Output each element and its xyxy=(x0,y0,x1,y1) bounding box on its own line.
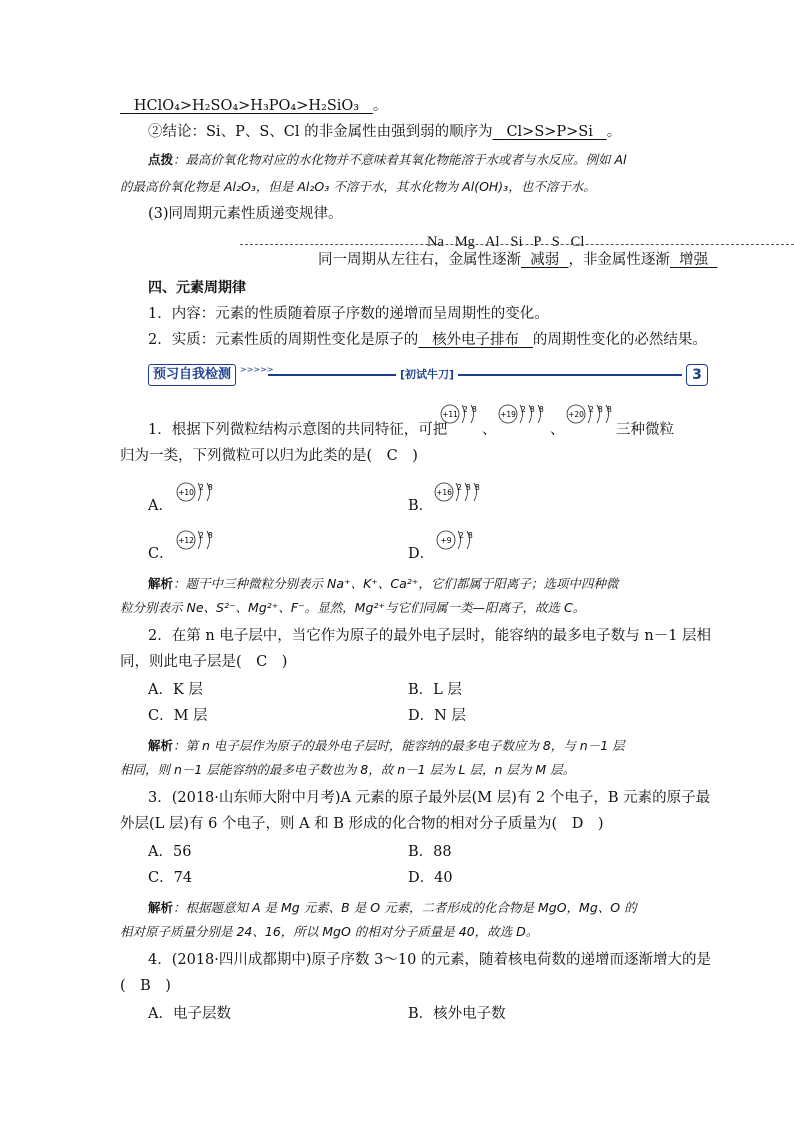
q4-stem-a: 4．(2018·四川成都期中)原子序数 3～10 的元素，随着核电荷数的递增而逐渐增大的是 xyxy=(148,952,711,968)
shell-electron-count: 8 xyxy=(530,405,535,414)
banner-title: 预习自我检测 xyxy=(148,364,236,386)
banner-number: 3 xyxy=(686,364,708,386)
q1-stem-c: 归为一类，下列微粒可以归为此类的是( C ) xyxy=(120,448,418,464)
conclusion-line: ②结论：Si、P、S、Cl 的非金属性由强到弱的顺序为 Cl>S>P>Si 。 xyxy=(148,124,622,140)
q1-stem-b: 三种微粒 xyxy=(616,422,674,438)
section-4-heading: 四、元素周期律 xyxy=(148,280,246,296)
atom-diagram-2 xyxy=(498,402,550,426)
nucleus-charge: +19 xyxy=(500,410,516,419)
q3-stem-b: 外层(L 层)有 6 个电子，则 A 和 B 形成的化合物的相对分子质量为( D ) xyxy=(120,816,604,832)
q1-option-d[interactable]: D． xyxy=(408,546,435,562)
q2-stem-b: 同，则此电子层是( C ) xyxy=(120,654,288,670)
q3-explanation-2: 相对原子质量分别是 24、16，所以 MgO 的相对分子质量是 40，故选 D。 xyxy=(120,924,539,939)
q1-stem-a: 1．根据下列微粒结构示意图的共同特征，可把 xyxy=(148,422,448,438)
nucleus-charge: +12 xyxy=(178,536,194,545)
q1-sep-1: 、 xyxy=(482,422,497,438)
shell-electron-count: 2 xyxy=(199,531,204,540)
shell-electron-count: 2 xyxy=(199,483,204,492)
shell-electron-count: 8 xyxy=(208,483,213,492)
nucleus-charge: +16 xyxy=(436,488,452,497)
atom-diagram-option-a xyxy=(176,480,220,504)
shell-electron-count: 8 xyxy=(598,405,603,414)
trend-answer-1: 减弱 xyxy=(530,252,560,268)
q2-explanation-1: 解析：第 n 电子层作为原子的最外电子层时，能容纳的最多电子数应为 8，与 n－1 层 xyxy=(148,738,625,753)
shell-electron-count: 2 xyxy=(459,531,464,540)
section-3-heading: (3)同周期元素性质递变规律。 xyxy=(148,206,343,222)
nucleus-charge: +9 xyxy=(440,536,452,545)
q2-option-c[interactable]: C．M 层 xyxy=(148,708,208,724)
q4-stem-b: ( B ) xyxy=(120,978,171,994)
atom-diagram-3 xyxy=(566,402,618,426)
q1-sep-2: 、 xyxy=(550,422,565,438)
shell-electron-count: 8 xyxy=(466,483,471,492)
nucleus-charge: +10 xyxy=(178,488,194,497)
acid-order-answer: HClO₄>H₂SO₄>H₃PO₄>H₂SiO₃ xyxy=(133,98,360,114)
q3-option-d[interactable]: D．40 xyxy=(408,870,453,886)
q4-option-b[interactable]: B．核外电子数 xyxy=(408,1006,506,1022)
atom-diagram-option-c xyxy=(176,528,220,552)
q2-explanation-2: 相同，则 n－1 层能容纳的最多电子数也为 8，故 n－1 层为 L 层，n 层为 M 层。 xyxy=(120,762,576,777)
shell-electron-count: 8 xyxy=(475,483,480,492)
q3-stem-a: 3．(2018·山东师大附中月考)A 元素的原子最外层(M 层)有 2 个电子，B 元素的原子最 xyxy=(148,790,711,806)
shell-electron-count: 2 xyxy=(457,483,462,492)
law-essence: 2．实质：元素性质的周期性变化是原子的 核外电子排布 的周期性变化的必然结果。 xyxy=(148,332,707,348)
law-content: 1．内容：元素的性质随着原子序数的递增而呈周期性的变化。 xyxy=(148,306,549,322)
banner-arrows: >>>>> xyxy=(240,365,274,374)
banner-center-label: [初试牛刀] xyxy=(396,366,458,382)
law-essence-answer: 核外电子排布 xyxy=(432,332,520,348)
acid-order-line: HClO₄>H₂SO₄>H₃PO₄>H₂SiO₃ 。 xyxy=(120,96,387,116)
banner-rule xyxy=(268,374,682,376)
trend-line: 同一周期从左往右，金属性逐渐 减弱 ，非金属性逐渐 增强 xyxy=(318,250,717,270)
shell-electron-count: 8 xyxy=(607,405,612,414)
tip-line-2: 的最高价氧化物是 Al₂O₃，但是 Al₂O₃ 不溶于水，其水化物为 Al(OH)₃，也不溶于水。 xyxy=(120,179,596,194)
q2-option-b[interactable]: B．L 层 xyxy=(408,682,462,698)
q2-option-a[interactable]: A．K 层 xyxy=(148,682,203,698)
shell-electron-count: 8 xyxy=(468,531,473,540)
q1-explanation-2: 粒分别表示 Ne、S²⁻、Mg²⁺、F⁻。显然，Mg²⁺与它们同属一类—阳离子，故选 C。 xyxy=(120,600,586,615)
q1-explanation-1: 解析：题干中三种微粒分别表示 Na⁺、K⁺、Ca²⁺，它们都属于阳离子；选项中四种微 xyxy=(148,576,619,591)
q1-option-a[interactable]: A． xyxy=(148,498,173,514)
element-row: Na Mg Al Si P S Cl xyxy=(427,234,585,250)
nucleus-charge: +20 xyxy=(568,410,584,419)
q1-option-b[interactable]: B． xyxy=(408,498,434,514)
q2-stem-a: 2．在第 n 电子层中，当它作为原子的最外电子层时，能容纳的最多电子数与 n－1 层相 xyxy=(148,628,712,644)
nucleus-charge: +11 xyxy=(442,410,458,419)
atom-diagram-option-d xyxy=(436,528,480,552)
dashed-divider xyxy=(240,244,794,245)
atom-diagram-option-b xyxy=(434,480,486,504)
q3-option-b[interactable]: B．88 xyxy=(408,844,452,860)
q2-option-d[interactable]: D．N 层 xyxy=(408,708,466,724)
q1-option-c[interactable]: C． xyxy=(148,546,174,562)
q4-option-a[interactable]: A．电子层数 xyxy=(148,1006,231,1022)
shell-electron-count: 8 xyxy=(208,531,213,540)
atom-diagram-1 xyxy=(440,402,484,426)
shell-electron-count: 2 xyxy=(589,405,594,414)
q3-option-a[interactable]: A．56 xyxy=(148,844,192,860)
shell-electron-count: 2 xyxy=(521,405,526,414)
shell-electron-count: 8 xyxy=(539,405,544,414)
trend-answer-2: 增强 xyxy=(679,252,709,268)
shell-electron-count: 2 xyxy=(463,405,468,414)
self-check-banner xyxy=(148,364,708,386)
tip-line-1: 点拨：最高价氧化物对应的水化物并不意味着其氧化物能溶于水或者与水反应。例如 Al xyxy=(148,152,627,167)
shell-electron-count: 8 xyxy=(472,405,477,414)
q3-option-c[interactable]: C．74 xyxy=(148,870,193,886)
conclusion-answer: Cl>S>P>Si xyxy=(506,124,593,140)
q3-explanation-1: 解析：根据题意知 A 是 Mg 元素、B 是 O 元素，二者形成的化合物是 MgO，Mg、O 的 xyxy=(148,900,637,915)
